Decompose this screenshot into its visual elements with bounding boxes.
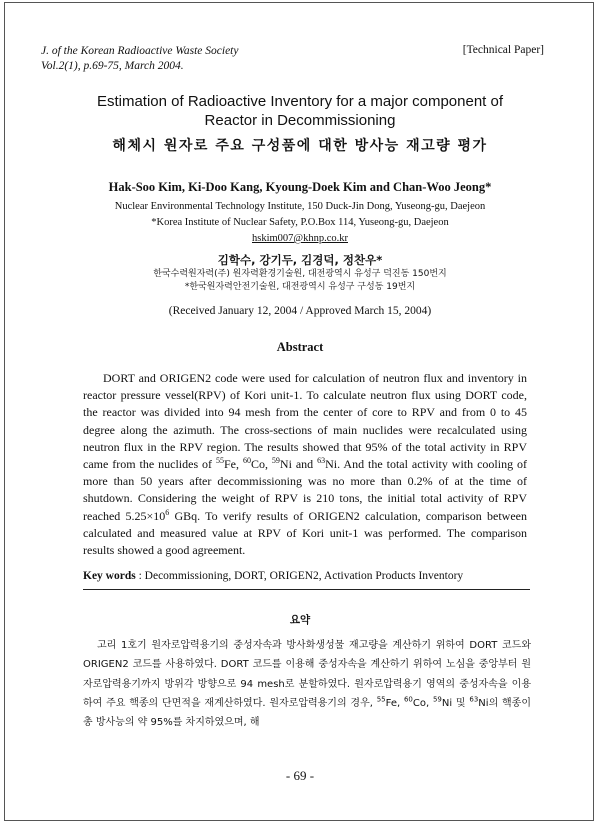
korean-author-list: 김학수, 강기두, 김경덕, 정찬우* xyxy=(217,253,383,267)
abstract-heading: Abstract xyxy=(276,340,324,354)
iso-symbol: Ni 및 xyxy=(441,697,470,709)
exponent: 6 xyxy=(165,507,170,517)
iso-symbol: Fe, xyxy=(224,457,243,472)
iso-mass: 55 xyxy=(216,456,224,466)
iso-symbol: Fe, xyxy=(385,697,404,709)
journal-name: J. of the Korean Radioactive Waste Society xyxy=(41,45,239,57)
email-link[interactable]: hskim007@khnp.co.kr xyxy=(252,233,348,244)
email-line xyxy=(40,231,560,247)
korean-text-2: 의 핵종이 총 방사능의 약 95%를 차지하였으며, 해 xyxy=(83,697,531,729)
abstract-text-1: DORT and ORIGEN2 code were used for calculation of neutron flux and inventory in reactor pressure vessel(RPV) of Kori unit-1. To calculate neutron flux using DORT code, the reactor was divided into 94 mesh from the center of core to RPV and from 0 to 45 degree along the azimuth. The cross-sections of main nuclides were recalculated using neutron flux in the RPV region. The results showed that 95% of the total activity in RPV came from the nuclides of xyxy=(83,371,527,472)
journal-volume: Vol.2(1), p.69-75, March 2004. xyxy=(41,60,184,72)
paper-type: [Technical Paper] xyxy=(462,44,544,56)
iso-mass: 60 xyxy=(242,456,251,466)
abstract-text-2: . And the total activity with cooling of more than 50 years after decommissioning was no more than 0.2% of at the time of shutdown. Considering the weight of RPV is 210 tons, the initial total activity of RPV reached 5.25×10 xyxy=(83,457,528,523)
keywords xyxy=(83,570,543,582)
korean-affiliation-2: *한국원자력안전기술원, 대전광역시 유성구 구성동 19번지 xyxy=(184,282,416,292)
keywords-divider xyxy=(83,589,530,590)
iso-mass: 59 xyxy=(432,695,442,704)
korean-affiliation-1: 한국수력원자력(주) 원자력환경기술원, 대전광역시 유성구 덕진동 150번지 xyxy=(153,269,447,279)
affiliation-1: Nuclear Environmental Technology Institute, 150 Duck-Jin Dong, Yuseong-gu, Daejeon xyxy=(114,201,486,212)
iso-mass: 60 xyxy=(403,695,413,704)
keywords-label: Key words xyxy=(83,570,136,582)
affiliation-2: *Korea Institute of Nuclear Safety, P.O.Box 114, Yuseong-gu, Daejeon xyxy=(151,217,449,228)
iso-symbol: Ni xyxy=(478,697,489,709)
abstract-body xyxy=(83,370,527,559)
korean-title: 해체시 원자로 주요 구성품에 대한 방사능 재고량 평가 xyxy=(112,138,488,154)
title-line-2: Reactor in Decommissioning xyxy=(204,112,396,129)
iso-symbol: Ni and xyxy=(279,457,318,472)
iso-symbol: Ni xyxy=(325,457,338,472)
iso-symbol: Co, xyxy=(250,457,272,472)
keywords-text: : Decommissioning, DORT, ORIGEN2, Activation Products Inventory xyxy=(135,570,464,582)
iso-mass: 55 xyxy=(376,695,386,704)
author-list: Hak-Soo Kim, Ki-Doo Kang, Kyoung-Doek Kim and Chan-Woo Jeong* xyxy=(108,180,492,194)
iso-mass: 63 xyxy=(469,695,479,704)
title-line-1: Estimation of Radioactive Inventory for a major component of xyxy=(96,93,504,110)
iso-mass: 59 xyxy=(271,456,280,466)
received-dates: (Received January 12, 2004 / Approved March 15, 2004) xyxy=(168,305,432,317)
korean-abstract-heading: 요약 xyxy=(289,614,311,626)
korean-text-1: 고리 1호기 원자로압력용기의 중성자속과 방사화생성물 재고량을 계산하기 위하여 DORT 코드와 ORIGEN2 코드를 사용하였다. DORT 코드를 이용해 중성자속을 계산하기 위하여 노심을 중앙부터 원자로압력용기까지 방위각 방향으로 94 mesh로 분할하였다. 원자로압력용기 영역의 중성자속을 이용하여 주요 핵종의 단면적을 재계산하였다. 원자로압력용기의 경우, xyxy=(83,640,531,709)
iso-symbol: Co, xyxy=(412,697,433,709)
journal-citation xyxy=(41,44,238,74)
iso-mass: 63 xyxy=(317,456,326,466)
paper-title xyxy=(40,92,560,130)
abstract-text-3: GBq. To verify results of ORIGEN2 calculation, comparison between calculated and measured value at RPV of Kori unit-1 was performed. The comparison results showed a good agreement. xyxy=(83,508,527,558)
page-number: - 69 - xyxy=(285,768,315,783)
korean-abstract-body xyxy=(83,636,531,732)
